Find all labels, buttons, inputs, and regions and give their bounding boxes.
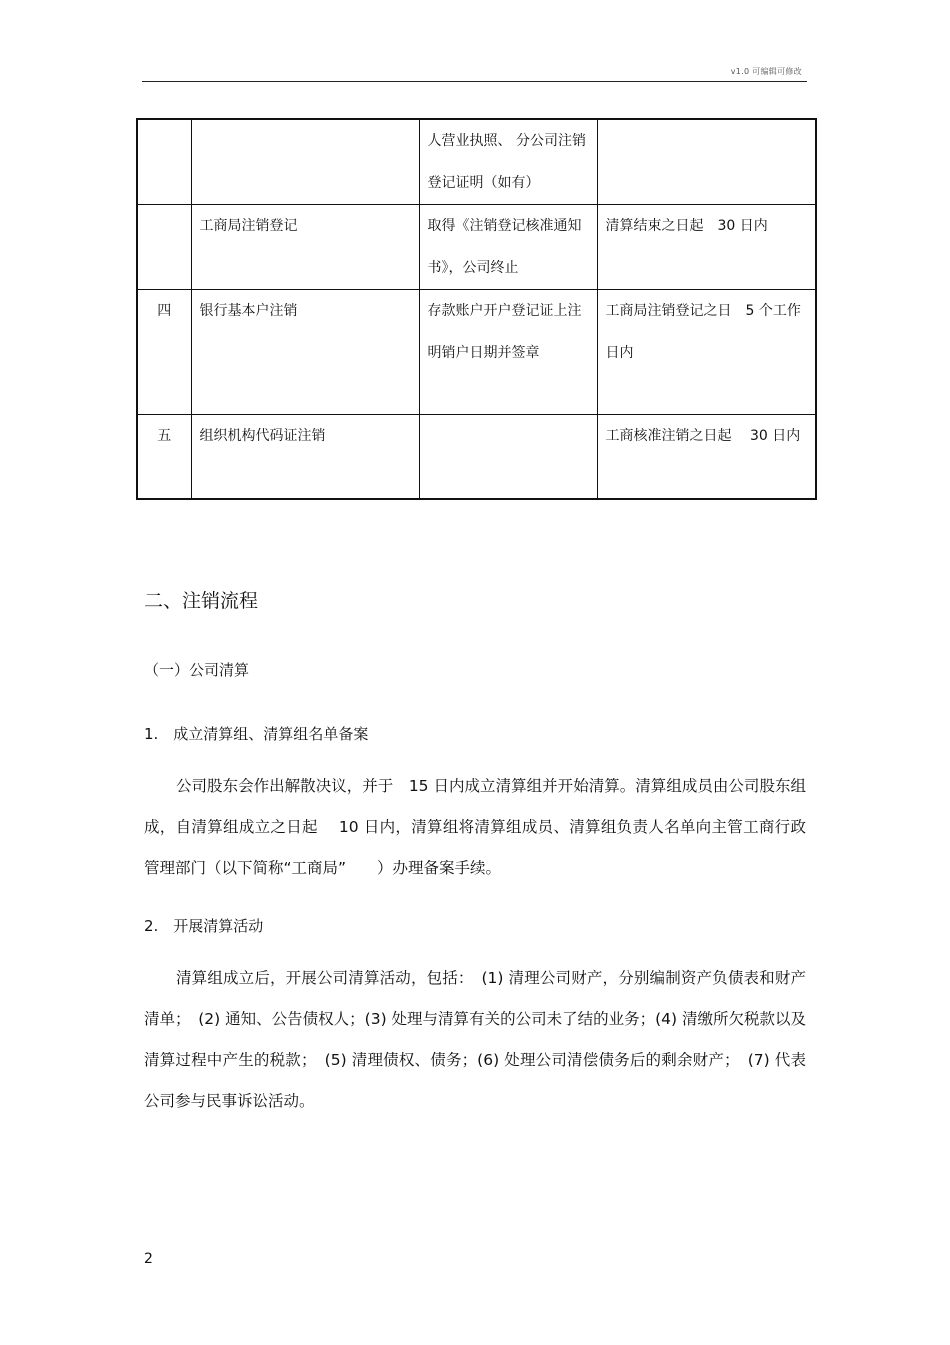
table-cell-item: 组织机构代码证注销: [191, 415, 419, 499]
table-row: [137, 290, 816, 415]
item-heading-1: 1. 成立清算组、清算组名单备案: [144, 725, 369, 743]
item-paragraph-1: 公司股东会作出解散决议，并于 15 日内成立清算组并开始清算。清算组成员由公司股东组成，自清算组成立之日起 10 日内，清算组将清算组成员、清算组负责人名单向主管工商行政管理部门（以下简称“工商局” ）办理备案手续。: [144, 777, 806, 877]
page-number: 2: [144, 1251, 153, 1267]
table-cell-number: [137, 119, 191, 205]
table-cell-material: 人营业执照、 分公司注销登记证明（如有）: [419, 119, 597, 205]
table-cell-deadline: 工商核准注销之日起 30 日内: [597, 415, 816, 499]
item-paragraph-2: 清算组成立后，开展公司清算活动，包括： (1) 清理公司财产，分别编制资产负债表和财产清单； (2) 通知、公告债权人；(3) 处理与清算有关的公司未了结的业务；(4) 清缴所欠税款以及清算过程中产生的税款； (5) 清理债权、债务；(6) 处理公司清偿债务后的剩余财产； (7) 代表公司参与民事诉讼活动。: [144, 969, 806, 1110]
table-cell-deadline: 清算结束之日起 30 日内: [597, 205, 816, 290]
table-cell-material: 取得《注销登记核准通知书》，公司终止: [419, 205, 597, 290]
table-cell-deadline: 工商局注销登记之日 5 个工作日内: [597, 290, 816, 415]
subsection-heading: （一）公司清算: [144, 661, 250, 679]
table-cell-number: 五: [137, 415, 191, 499]
table-cell-item: 银行基本户注销: [191, 290, 419, 415]
table-cell-material: [419, 415, 597, 499]
table-cell-item: 工商局注销登记: [191, 205, 419, 290]
table-cell-deadline: [597, 119, 816, 205]
deregistration-table: [136, 118, 817, 500]
table-cell-material: 存款账户开户登记证上注明销户日期并签章: [419, 290, 597, 415]
table-row: [137, 119, 816, 205]
table-row: [137, 415, 816, 499]
header-version-note: v1.0 可编辑可修改: [730, 67, 802, 76]
table-cell-item: [191, 119, 419, 205]
table-cell-number: 四: [137, 290, 191, 415]
table-row: [137, 205, 816, 290]
header-divider: [142, 81, 807, 82]
table-cell-number: [137, 205, 191, 290]
section-heading: 二、注销流程: [144, 590, 259, 612]
item-heading-2: 2. 开展清算活动: [144, 917, 264, 935]
